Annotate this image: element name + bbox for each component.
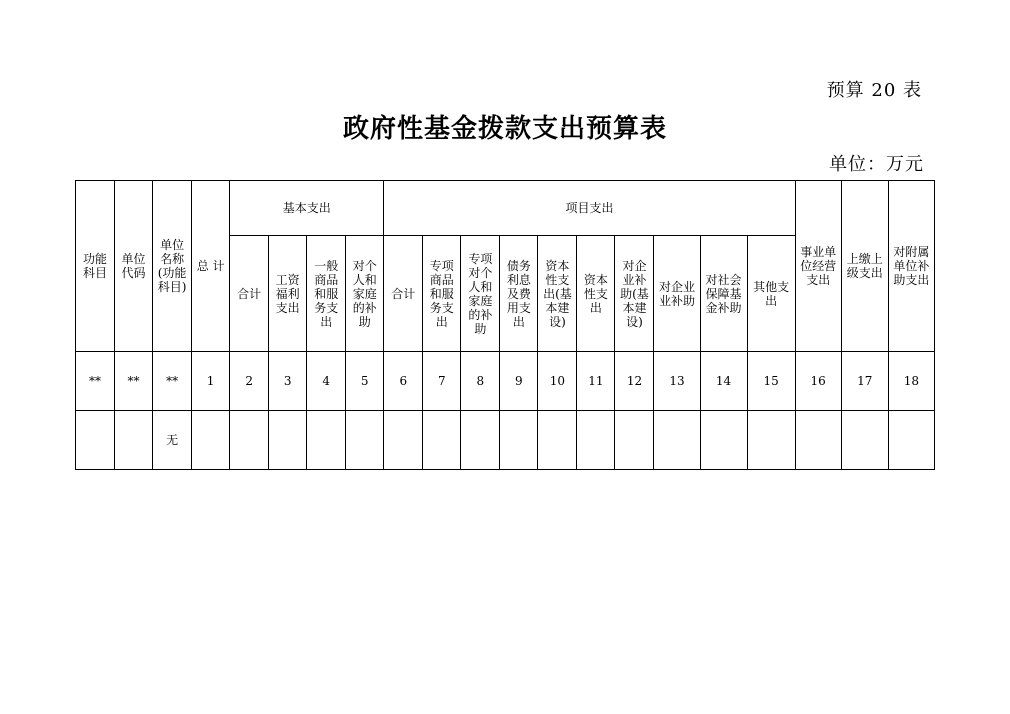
header-unit-name: 单位名称(功能科目) bbox=[153, 181, 192, 352]
header-project-col: 专项对个人和家庭的补助 bbox=[461, 236, 500, 352]
data-cell bbox=[346, 411, 384, 470]
number-cell: 2 bbox=[230, 352, 269, 411]
header-project-col: 对社会保障基金补助 bbox=[700, 236, 747, 352]
header-row-1 bbox=[76, 181, 935, 236]
header-project-col: 债务利息及费用支出 bbox=[500, 236, 538, 352]
data-cell bbox=[307, 411, 346, 470]
number-cell: ** bbox=[115, 352, 153, 411]
data-cell bbox=[538, 411, 577, 470]
data-cell bbox=[269, 411, 307, 470]
number-cell: 5 bbox=[346, 352, 384, 411]
number-cell: 7 bbox=[423, 352, 461, 411]
data-cell: 无 bbox=[153, 411, 192, 470]
data-cell bbox=[76, 411, 115, 470]
unit-label: 单位：万元 bbox=[829, 154, 924, 175]
data-cell bbox=[423, 411, 461, 470]
data-cell bbox=[700, 411, 747, 470]
data-cell bbox=[384, 411, 423, 470]
header-func-subject: 功能科目 bbox=[76, 181, 115, 352]
data-cell bbox=[577, 411, 615, 470]
header-basic-group: 基本支出 bbox=[230, 181, 384, 236]
data-cell bbox=[615, 411, 654, 470]
header-project-col: 合计 bbox=[384, 236, 423, 352]
data-row bbox=[76, 411, 935, 470]
header-project-col: 对企业补助(基本建设) bbox=[615, 236, 654, 352]
header-project-col: 资本性支出(基本建设) bbox=[538, 236, 577, 352]
data-cell bbox=[500, 411, 538, 470]
header-project-col: 专项商品和服务支出 bbox=[423, 236, 461, 352]
number-cell: 17 bbox=[841, 352, 888, 411]
header-project-col: 资本性支出 bbox=[577, 236, 615, 352]
header-basic-col: 对个人和家庭的补助 bbox=[346, 236, 384, 352]
number-cell: 3 bbox=[269, 352, 307, 411]
header-total: 总 计 bbox=[192, 181, 230, 352]
number-row bbox=[76, 352, 935, 411]
form-number: 预算 20 表 bbox=[826, 80, 922, 101]
data-cell bbox=[192, 411, 230, 470]
number-cell: 4 bbox=[307, 352, 346, 411]
data-cell bbox=[461, 411, 500, 470]
number-cell: ** bbox=[76, 352, 115, 411]
data-cell bbox=[888, 411, 934, 470]
number-cell: 12 bbox=[615, 352, 654, 411]
header-basic-col: 一般商品和服务支出 bbox=[307, 236, 346, 352]
page-title: 政府性基金拨款支出预算表 bbox=[342, 114, 667, 144]
header-basic-col: 工资福利支出 bbox=[269, 236, 307, 352]
header-affiliate-subsidy: 对附属单位补助支出 bbox=[888, 181, 934, 352]
header-project-col: 对企业业补助 bbox=[654, 236, 700, 352]
data-cell bbox=[747, 411, 795, 470]
data-cell bbox=[230, 411, 269, 470]
number-cell: 16 bbox=[795, 352, 841, 411]
header-project-group: 项目支出 bbox=[384, 181, 795, 236]
data-cell bbox=[841, 411, 888, 470]
number-cell: 8 bbox=[461, 352, 500, 411]
data-cell bbox=[795, 411, 841, 470]
number-cell: 6 bbox=[384, 352, 423, 411]
number-cell: 18 bbox=[888, 352, 934, 411]
number-cell: 14 bbox=[700, 352, 747, 411]
header-project-col: 其他支出 bbox=[747, 236, 795, 352]
data-cell bbox=[115, 411, 153, 470]
number-cell: 10 bbox=[538, 352, 577, 411]
number-cell: 1 bbox=[192, 352, 230, 411]
number-cell: 11 bbox=[577, 352, 615, 411]
budget-table bbox=[75, 180, 935, 470]
header-unit-code: 单位代码 bbox=[115, 181, 153, 352]
header-biz-unit-expense: 事业单位经营支出 bbox=[795, 181, 841, 352]
data-cell bbox=[654, 411, 700, 470]
header-basic-col: 合计 bbox=[230, 236, 269, 352]
number-cell: ** bbox=[153, 352, 192, 411]
number-cell: 15 bbox=[747, 352, 795, 411]
number-cell: 9 bbox=[500, 352, 538, 411]
header-upper-level-expense: 上缴上级支出 bbox=[841, 181, 888, 352]
number-cell: 13 bbox=[654, 352, 700, 411]
